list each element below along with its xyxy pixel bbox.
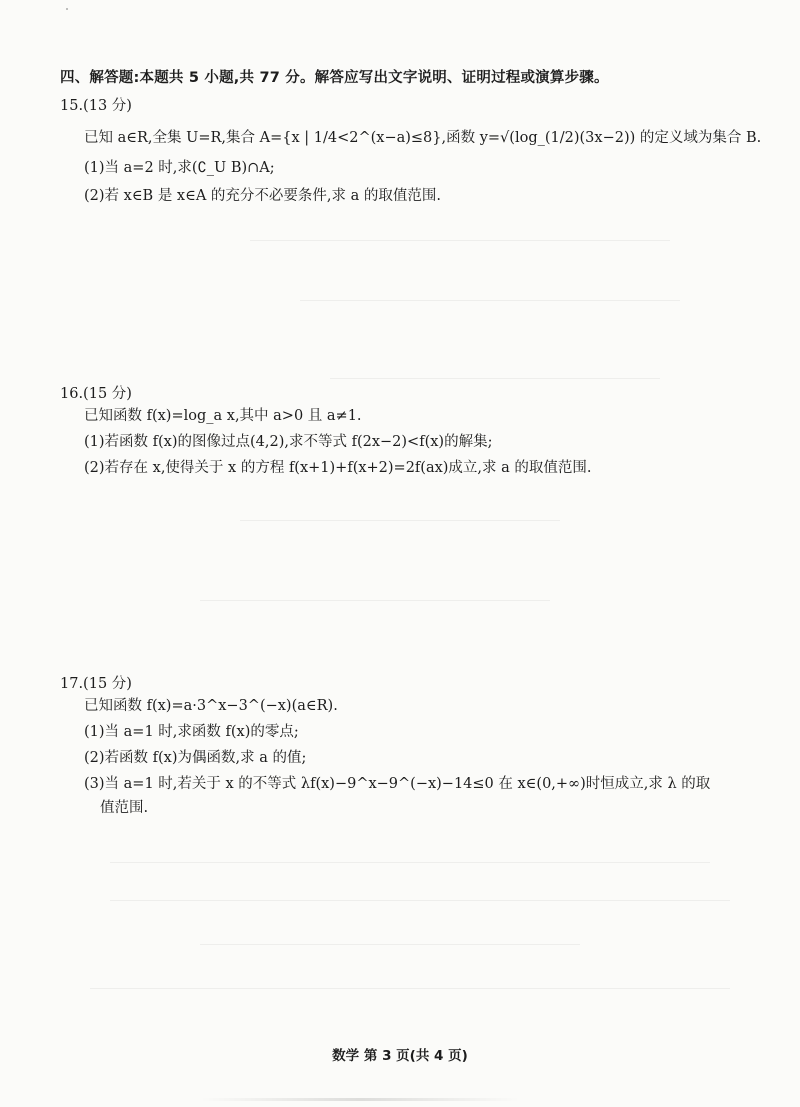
q15-stem-text: 已知 a∈R,全集 U=R,集合 A={x | 1/4<2^(x−a)≤8},函数 y=√(log_(1/2)(3x−2)) 的定义域为集合 B. (84, 130, 762, 146)
q17-part3-line1: (3)当 a=1 时,若关于 x 的不等式 λf(x)−9^x−9^(−x)−14≤0 在 x∈(0,+∞)时恒成立,求 λ 的取 (84, 776, 711, 792)
q17-stem: 已知函数 f(x)=a·3^x−3^(−x)(a∈R). (84, 698, 338, 714)
q16-stem: 已知函数 f(x)=log_a x,其中 a>0 且 a≠1. (84, 408, 362, 424)
show-through-mark (110, 862, 710, 863)
q15-part1: (1)当 a=2 时,求(∁_U B)∩A; (84, 160, 275, 176)
q16-part1: (1)若函数 f(x)的图像过点(4,2),求不等式 f(2x−2)<f(x)的解集; (84, 434, 493, 450)
show-through-mark (250, 240, 670, 241)
show-through-mark (300, 300, 680, 301)
show-through-mark (240, 520, 560, 521)
scan-speck (66, 8, 68, 10)
q15-stem (84, 128, 761, 148)
show-through-mark (110, 900, 730, 901)
q17-part2: (2)若函数 f(x)为偶函数,求 a 的值; (84, 750, 307, 766)
section-heading: 四、解答题:本题共 5 小题,共 77 分。解答应写出文字说明、证明过程或演算步骤。 (60, 70, 609, 86)
q15-number: 15.(13 分) (60, 98, 132, 114)
show-through-mark (200, 600, 550, 601)
q17-number: 17.(15 分) (60, 676, 132, 692)
show-through-mark (330, 378, 660, 379)
q17-part3-line2: 值范围. (100, 800, 149, 816)
show-through-mark (200, 944, 580, 945)
q16-number: 16.(15 分) (60, 386, 132, 402)
page-footer: 数学 第 3 页(共 4 页) (332, 1048, 468, 1064)
q16-part2: (2)若存在 x,使得关于 x 的方程 f(x+1)+f(x+2)=2f(ax)成立,求 a 的取值范围. (84, 460, 592, 476)
show-through-mark (90, 988, 730, 989)
q17-part1: (1)当 a=1 时,求函数 f(x)的零点; (84, 724, 299, 740)
scan-edge (200, 1098, 520, 1101)
q15-part2: (2)若 x∈B 是 x∈A 的充分不必要条件,求 a 的取值范围. (84, 188, 442, 204)
